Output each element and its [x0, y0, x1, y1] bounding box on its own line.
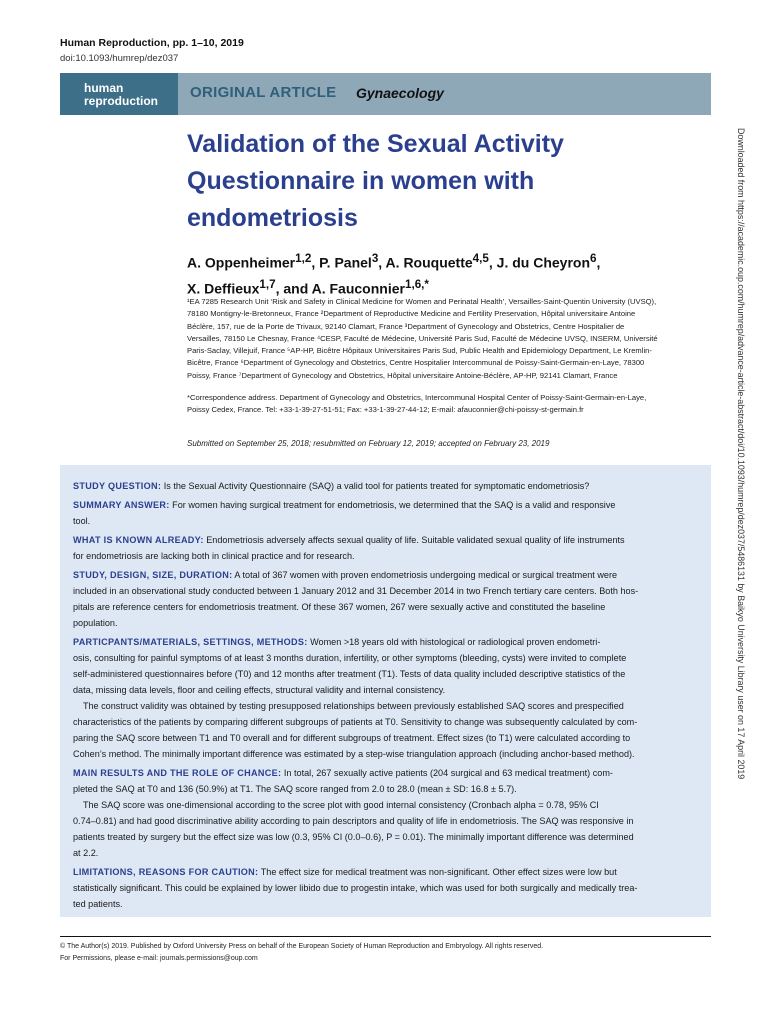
- abstract-section-text: A total of 367 women with proven endometriosis undergoing medical or surgical treatment were: [232, 570, 618, 580]
- abstract-line: [73, 882, 703, 894]
- author-affiliation-mark: 1,6,*: [404, 277, 429, 291]
- affiliation-line: Béclère, 157, rue de la Porte de Trivaux, 92140 Clamart, France ³Department of Gynecology and Obstetrics, Centre Hospitalier de: [187, 321, 625, 331]
- abstract-section-heading: STUDY QUESTION:: [73, 481, 162, 491]
- abstract-line: [73, 831, 703, 843]
- abstract-line: [73, 652, 703, 664]
- author-name: , P. Panel: [311, 254, 372, 271]
- article-title: [187, 126, 657, 237]
- author-affiliation-mark: 3: [371, 252, 379, 265]
- title-line: endometriosis: [187, 204, 358, 232]
- abstract-section-text: at 2.2.: [73, 848, 99, 858]
- abstract-section-heading: LIMITATIONS, REASONS FOR CAUTION:: [73, 867, 259, 877]
- correspondence-line: Poissy Cedex, France. Tel: +33-1-39-27-51-51; Fax: +33-1-39-27-44-12; E-mail: afauconnier@chi-poissy-st-germain.fr: [187, 405, 584, 415]
- abstract-line: [73, 815, 703, 827]
- abstract-line: [73, 847, 703, 859]
- affiliation-line: Versailles, 78150 Le Chesnay, France ⁴CESP, Faculté de Médecine, Université Paris Sud, Faculté de Médecine UVSQ, INSERM, Université: [187, 333, 658, 343]
- abstract-section-heading: STUDY, DESIGN, SIZE, DURATION:: [73, 570, 233, 580]
- logo-text-line2: reproduction: [84, 94, 158, 108]
- abstract-line: [73, 668, 703, 680]
- abstract-section-text: statistically significant. This could be explained by lower libido due to progestin intake, which was used for both surgically and medically trea-: [73, 883, 638, 893]
- logo-text-line1: human: [84, 81, 124, 95]
- abstract-line: [73, 534, 703, 546]
- journal-citation: Human Reproduction, pp. 1–10, 2019: [60, 37, 244, 49]
- affiliation-line: Paris-Saclay, Villejuif, France ⁵AP-HP, Bicêtre Hôpitaux Universitaires Paris Sud, Public Health and Epidemiology Department, Le Kremlin-: [187, 346, 652, 356]
- title-line: Questionnaire in women with: [187, 167, 535, 195]
- abstract-section-text: Is the Sexual Activity Questionnaire (SAQ) a valid tool for patients treated for symptomatic endometriosis?: [161, 481, 590, 491]
- article-subject: Gynaecology: [356, 85, 444, 101]
- author-name: , A. Rouquette: [378, 254, 473, 271]
- abstract-section-text: For women having surgical treatment for endometriosis, we determined that the SAQ is a valid and responsive: [169, 500, 616, 510]
- abstract-line: [73, 550, 703, 562]
- abstract-line: [73, 684, 703, 696]
- affiliation-line: Poissy, France ⁷Department of Gynecology and Obstetrics, Hôpital universitaire Antoine-Béclère, AP-HP, 92141 Clamart, France: [187, 370, 618, 380]
- abstract-line: [73, 732, 703, 744]
- affiliation-line: ¹EA 7285 Research Unit ‘Risk and Safety in Clinical Medicine for Women and Perinatal Health’, Versailles-Saint-Quentin University (UVSQ),: [187, 297, 657, 306]
- abstract-line: [73, 898, 703, 910]
- abstract-line: [73, 480, 703, 492]
- author-affiliation-mark: 1,7: [259, 277, 276, 291]
- submission-dates: Submitted on September 25, 2018; resubmitted on February 12, 2019; accepted on February 23, 2019: [187, 439, 550, 448]
- abstract-section-text: 0.74–0.81) and had good discriminative ability according to pain descriptors and quality of life in endometriosis. The SAQ was responsive in: [73, 816, 634, 826]
- abstract-section-heading: SUMMARY ANSWER:: [73, 500, 170, 510]
- author-affiliation-mark: 6: [590, 252, 597, 265]
- abstract-line: [73, 783, 703, 795]
- abstract-section-text: Women >18 years old with histological or radiological proven endometri-: [307, 637, 601, 647]
- abstract-section-text: self-administered questionnaires before (T0) and 12 months after treatment (T1). Tests of data quality included descriptive statistics of the: [73, 669, 626, 679]
- abstract-line: [73, 716, 703, 728]
- abstract-section-text: data, missing data levels, floor and ceiling effects, structural validity and internal consistency.: [73, 685, 446, 695]
- abstract-line: [73, 700, 703, 712]
- abstract-section-text: osis, consulting for painful symptoms of at least 3 months duration, infertility, or other symptoms (bleeding, cysts) were invited to complete: [73, 653, 627, 663]
- abstract-section-text: pleted the SAQ at T0 and 136 (50.9%) at T1. The SAQ score ranged from 2.0 to 28.0 (mean ± SD: 16.8 ± 5.7).: [73, 784, 517, 794]
- journal-logo[interactable]: [60, 73, 178, 115]
- correspondence-address: [187, 392, 712, 417]
- author-affiliation-mark: 4,5: [472, 252, 489, 265]
- author-line: [187, 248, 687, 274]
- title-line: Validation of the Sexual Activity: [187, 130, 564, 158]
- abstract-section-text: In total, 267 sexually active patients (204 surgical and 63 medical treatment) com-: [281, 768, 613, 778]
- abstract-line: [73, 499, 703, 511]
- abstract-section-text: The construct validity was obtained by testing presupposed relationships between previously established SAQ scores and prespecified: [73, 701, 624, 711]
- abstract-line: [73, 617, 703, 629]
- doi[interactable]: doi:10.1093/humrep/dez037: [60, 53, 179, 64]
- affiliation-line: 78180 Montigny-le-Bretonneux, France ²Department of Reproductive Medicine and Fertility Preservation, Hôpital universitaire Antoine: [187, 309, 636, 319]
- abstract-section-text: ted patients.: [73, 899, 123, 909]
- affiliations: [187, 296, 712, 382]
- copyright-notice: © The Author(s) 2019. Published by Oxford University Press on behalf of the European Society of Human Reproduction and Embryology. All rights reserved.: [60, 943, 544, 950]
- abstract-section-text: paring the SAQ score between T1 and T0 overall and for different subgroups of treatment. Effect sizes (to T1) were calculated according to: [73, 733, 631, 743]
- author-name: , and A. Fauconnier: [275, 280, 405, 297]
- affiliation-line: Bicêtre, France ⁶Department of Gynecology and Obstetrics, Centre Hospitalier Intercommunal de Poissy-Saint-Germain-en-Laye, 78300: [187, 358, 645, 368]
- abstract-line: [73, 866, 703, 878]
- abstract-section-text: for endometriosis are lacking both in clinical practice and for research.: [73, 551, 355, 561]
- abstract-line: [73, 569, 703, 581]
- author-name: , J. du Cheyron: [488, 254, 591, 271]
- abstract-section-heading: WHAT IS KNOWN ALREADY:: [73, 535, 204, 545]
- author-affiliation-mark: 1,2: [295, 252, 312, 265]
- permissions-notice: For Permissions, please e-mail: journals.permissions@oup.com: [60, 955, 258, 962]
- abstract-section-text: Cohen’s method. The minimally important difference was estimated by a step-wise triangulation approach (including anchor-based method).: [73, 749, 635, 759]
- abstract-section-heading: MAIN RESULTS AND THE ROLE OF CHANCE:: [73, 768, 282, 778]
- author-list: [187, 248, 687, 299]
- article-type: ORIGINAL ARTICLE: [190, 84, 337, 101]
- abstract-line: [73, 748, 703, 760]
- author-name: A. Oppenheimer: [187, 254, 296, 271]
- abstract-line: [73, 767, 703, 779]
- abstract-line: [73, 601, 703, 613]
- abstract-section-text: tool.: [73, 516, 91, 526]
- article-banner: [60, 73, 711, 115]
- abstract-section-text: patients treated by surgery but the effect size was low (0.3, 95% CI (0.0–0.6), P = 0.01). The minimally important difference was determined: [73, 832, 634, 842]
- correspondence-line: *Correspondence address. Department of Gynecology and Obstetrics, Intercommunal Hospital Center of Poissy-Saint-Germain-en-Laye,: [187, 393, 647, 402]
- abstract-section-text: Endometriosis adversely affects sexual quality of life. Suitable validated sexual quality of life instruments: [203, 535, 625, 545]
- abstract-section-text: characteristics of the patients by comparing different subgroups of patients at T0. Sensitivity to change was subsequently calculated by com-: [73, 717, 638, 727]
- abstract-line: [73, 585, 703, 597]
- footer-divider: [60, 936, 711, 937]
- author-separator: ,: [596, 254, 601, 271]
- download-watermark: Downloaded from https://academic.oup.com/humrep/advance-article-abstract/doi/10.1093/humrep/dez037/5486131 by Baikyo University Library user on 17 April 2019: [736, 128, 746, 780]
- abstract-section-heading: PARTICPANTS/MATERIALS, SETTINGS, METHODS:: [73, 637, 308, 647]
- abstract-line: [73, 515, 703, 527]
- abstract-section-text: population.: [73, 618, 118, 628]
- abstract-line: [73, 636, 703, 648]
- author-name: X. Deffieux: [187, 280, 260, 297]
- abstract-section-text: The effect size for medical treatment was non-significant. Other effect sizes were low but: [258, 867, 617, 877]
- abstract-section-text: pitals are reference centers for endometriosis treatment. Of these 367 women, 267 were sexually active and constituted the baseline: [73, 602, 606, 612]
- abstract-section-text: included in an observational study conducted between 1 January 2012 and 31 December 2014 in two French tertiary care centers. Both hos-: [73, 586, 639, 596]
- abstract-line: [73, 799, 703, 811]
- abstract-section-text: The SAQ score was one-dimensional according to the scree plot with good internal consistency (Cronbach alpha = 0.78, 95% CI: [73, 800, 599, 810]
